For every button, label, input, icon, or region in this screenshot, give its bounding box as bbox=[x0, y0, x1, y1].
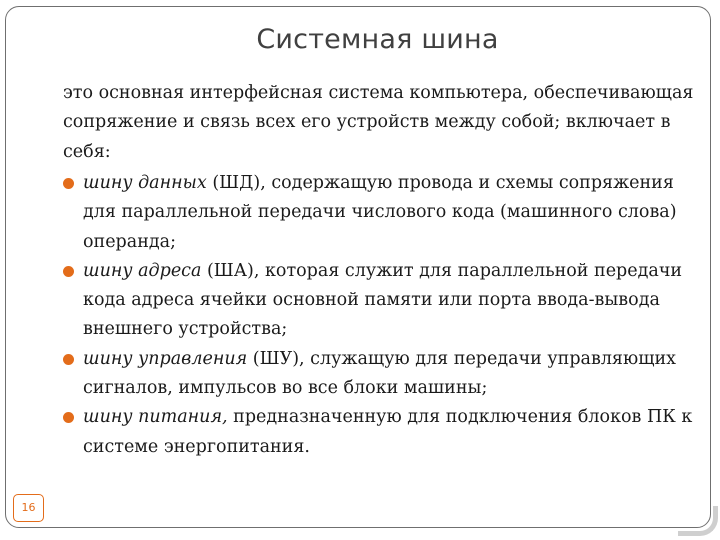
bullet-icon bbox=[63, 266, 74, 277]
frame-corner-shadow bbox=[678, 506, 718, 536]
item-description: предназначенную для подключения блоков ПК к системе энергопитания. bbox=[83, 407, 693, 457]
bullet-icon bbox=[63, 354, 74, 365]
item-description: (ШУ), служащую для передачи управляющих сигналов, импульсов во все блоки машины; bbox=[83, 348, 677, 399]
item-description: (ШД), содержащую провода и схемы сопряжения для параллельной передачи числового кода (машинного слова) операнда; bbox=[83, 173, 677, 252]
slide-title: Системная шина bbox=[256, 24, 499, 55]
list-item-address-bus bbox=[63, 257, 703, 345]
list-item-power-bus bbox=[63, 403, 703, 462]
bullet-list bbox=[63, 169, 703, 462]
intro-text: это основная интерфейсная система компьютера, обеспечивающая сопряжение и связь всех его устройств между собой; включает в себя: bbox=[63, 83, 694, 162]
bullet-icon bbox=[63, 178, 74, 189]
item-term: шину адреса bbox=[83, 260, 202, 281]
page-number: 16 bbox=[13, 494, 44, 522]
item-term: шину данных bbox=[83, 173, 207, 193]
item-term: шину питания, bbox=[83, 407, 228, 428]
list-item-control-bus bbox=[63, 345, 703, 404]
item-description: (ША), которая служит для параллельной передачи кода адреса ячейки основной памяти или порта ввода-вывода внешнего устройства; bbox=[83, 260, 683, 340]
list-item-data-bus bbox=[63, 169, 703, 257]
item-term: шину управления bbox=[83, 348, 248, 369]
bullet-icon bbox=[63, 412, 74, 423]
